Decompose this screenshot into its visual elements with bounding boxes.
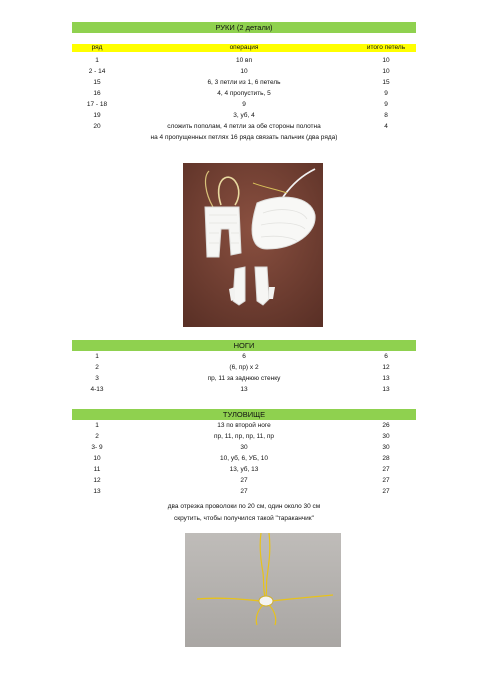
row-total: 9 [384, 101, 388, 108]
row-number: 20 [93, 123, 101, 130]
row-total: 27 [382, 488, 390, 495]
row-number: 12 [93, 477, 101, 484]
row-total: 12 [382, 364, 390, 371]
row-operation: пр, 11, пр, пр, 11, пр [213, 433, 275, 440]
arms-note: на 4 пропущенных петлях 16 ряда связать пальчик (два ряда) [150, 134, 338, 141]
row-operation: 10 вп [235, 57, 252, 64]
row-number: 17 - 18 [86, 101, 108, 108]
table-row [72, 363, 416, 373]
row-operation: 13 [240, 386, 248, 393]
arms-photo [183, 163, 323, 327]
row-operation: 6, 3 петли из 1, 6 петель [207, 79, 281, 86]
row-number: 2 - 14 [88, 68, 106, 75]
table-row [72, 100, 416, 110]
table-row [72, 78, 416, 88]
row-operation: 6 [242, 353, 246, 360]
section-title-legs: НОГИ [72, 340, 416, 351]
row-operation: 9 [242, 101, 246, 108]
row-total: 15 [382, 79, 390, 86]
row-operation: 27 [240, 477, 248, 484]
row-total: 8 [384, 112, 388, 119]
section-title-body: ТУЛОВИЩЕ [72, 409, 416, 420]
table-row [72, 487, 416, 497]
header-row: ряд [91, 44, 103, 51]
row-number: 2 [95, 364, 99, 371]
row-total: 26 [382, 422, 390, 429]
table-row [72, 476, 416, 486]
row-total: 6 [384, 353, 388, 360]
row-total: 13 [382, 386, 390, 393]
row-operation: 10 [240, 68, 248, 75]
table-row [72, 89, 416, 99]
row-operation: 13, уб, 13 [229, 466, 259, 473]
section-title-arms: РУКИ (2 детали) [72, 22, 416, 33]
wire-frame-photo [185, 533, 341, 647]
row-number: 2 [95, 433, 99, 440]
row-total: 13 [382, 375, 390, 382]
table-row [72, 374, 416, 384]
table-row [72, 443, 416, 453]
row-total: 27 [382, 466, 390, 473]
row-operation: 10, уб, 6, УБ, 10 [220, 455, 268, 462]
row-operation: пр, 11 за заднюю стенку [207, 375, 281, 382]
wire-frame-image [185, 533, 341, 647]
table-row [72, 432, 416, 442]
row-operation: 4, 4 пропустить, 5 [217, 90, 271, 97]
row-total: 10 [382, 68, 390, 75]
body-note-wire: два отрезка проволоки по 20 см, один около 30 см [167, 503, 321, 510]
table-row [72, 454, 416, 464]
body-note-twist: скрутить, чтобы получился такой "тараканчик" [174, 515, 314, 522]
row-total: 4 [384, 123, 388, 130]
row-total: 30 [382, 444, 390, 451]
table-header [72, 44, 416, 52]
row-total: 9 [384, 90, 388, 97]
table-row [72, 56, 416, 66]
table-row [72, 385, 416, 395]
row-operation: (6, пр) х 2 [229, 364, 259, 371]
row-number: 1 [95, 422, 99, 429]
row-total: 28 [382, 455, 390, 462]
header-operation: операция [229, 44, 259, 51]
row-number: 3- 9 [91, 444, 103, 451]
row-number: 4-13 [90, 386, 104, 393]
row-number: 3 [95, 375, 99, 382]
row-operation: 13 по второй ноге [217, 422, 271, 429]
table-row [72, 67, 416, 77]
table-row [72, 352, 416, 362]
table-row [72, 111, 416, 121]
table-row [72, 122, 416, 132]
header-total: итого петель [366, 44, 406, 51]
row-number: 10 [93, 455, 101, 462]
table-row [72, 421, 416, 431]
row-operation: 30 [240, 444, 248, 451]
row-number: 19 [93, 112, 101, 119]
row-total: 30 [382, 433, 390, 440]
table-row [72, 465, 416, 475]
row-operation: сложить пополам, 4 петли за обе стороны полотна [167, 123, 321, 130]
row-number: 15 [93, 79, 101, 86]
row-number: 11 [93, 466, 101, 473]
row-operation: 27 [240, 488, 248, 495]
row-total: 27 [382, 477, 390, 484]
row-number: 13 [93, 488, 101, 495]
row-number: 1 [95, 353, 99, 360]
row-number: 1 [95, 57, 99, 64]
row-operation: 3, уб, 4 [233, 112, 255, 119]
row-number: 16 [93, 90, 101, 97]
crochet-arms-image [183, 163, 323, 327]
row-total: 10 [382, 57, 390, 64]
